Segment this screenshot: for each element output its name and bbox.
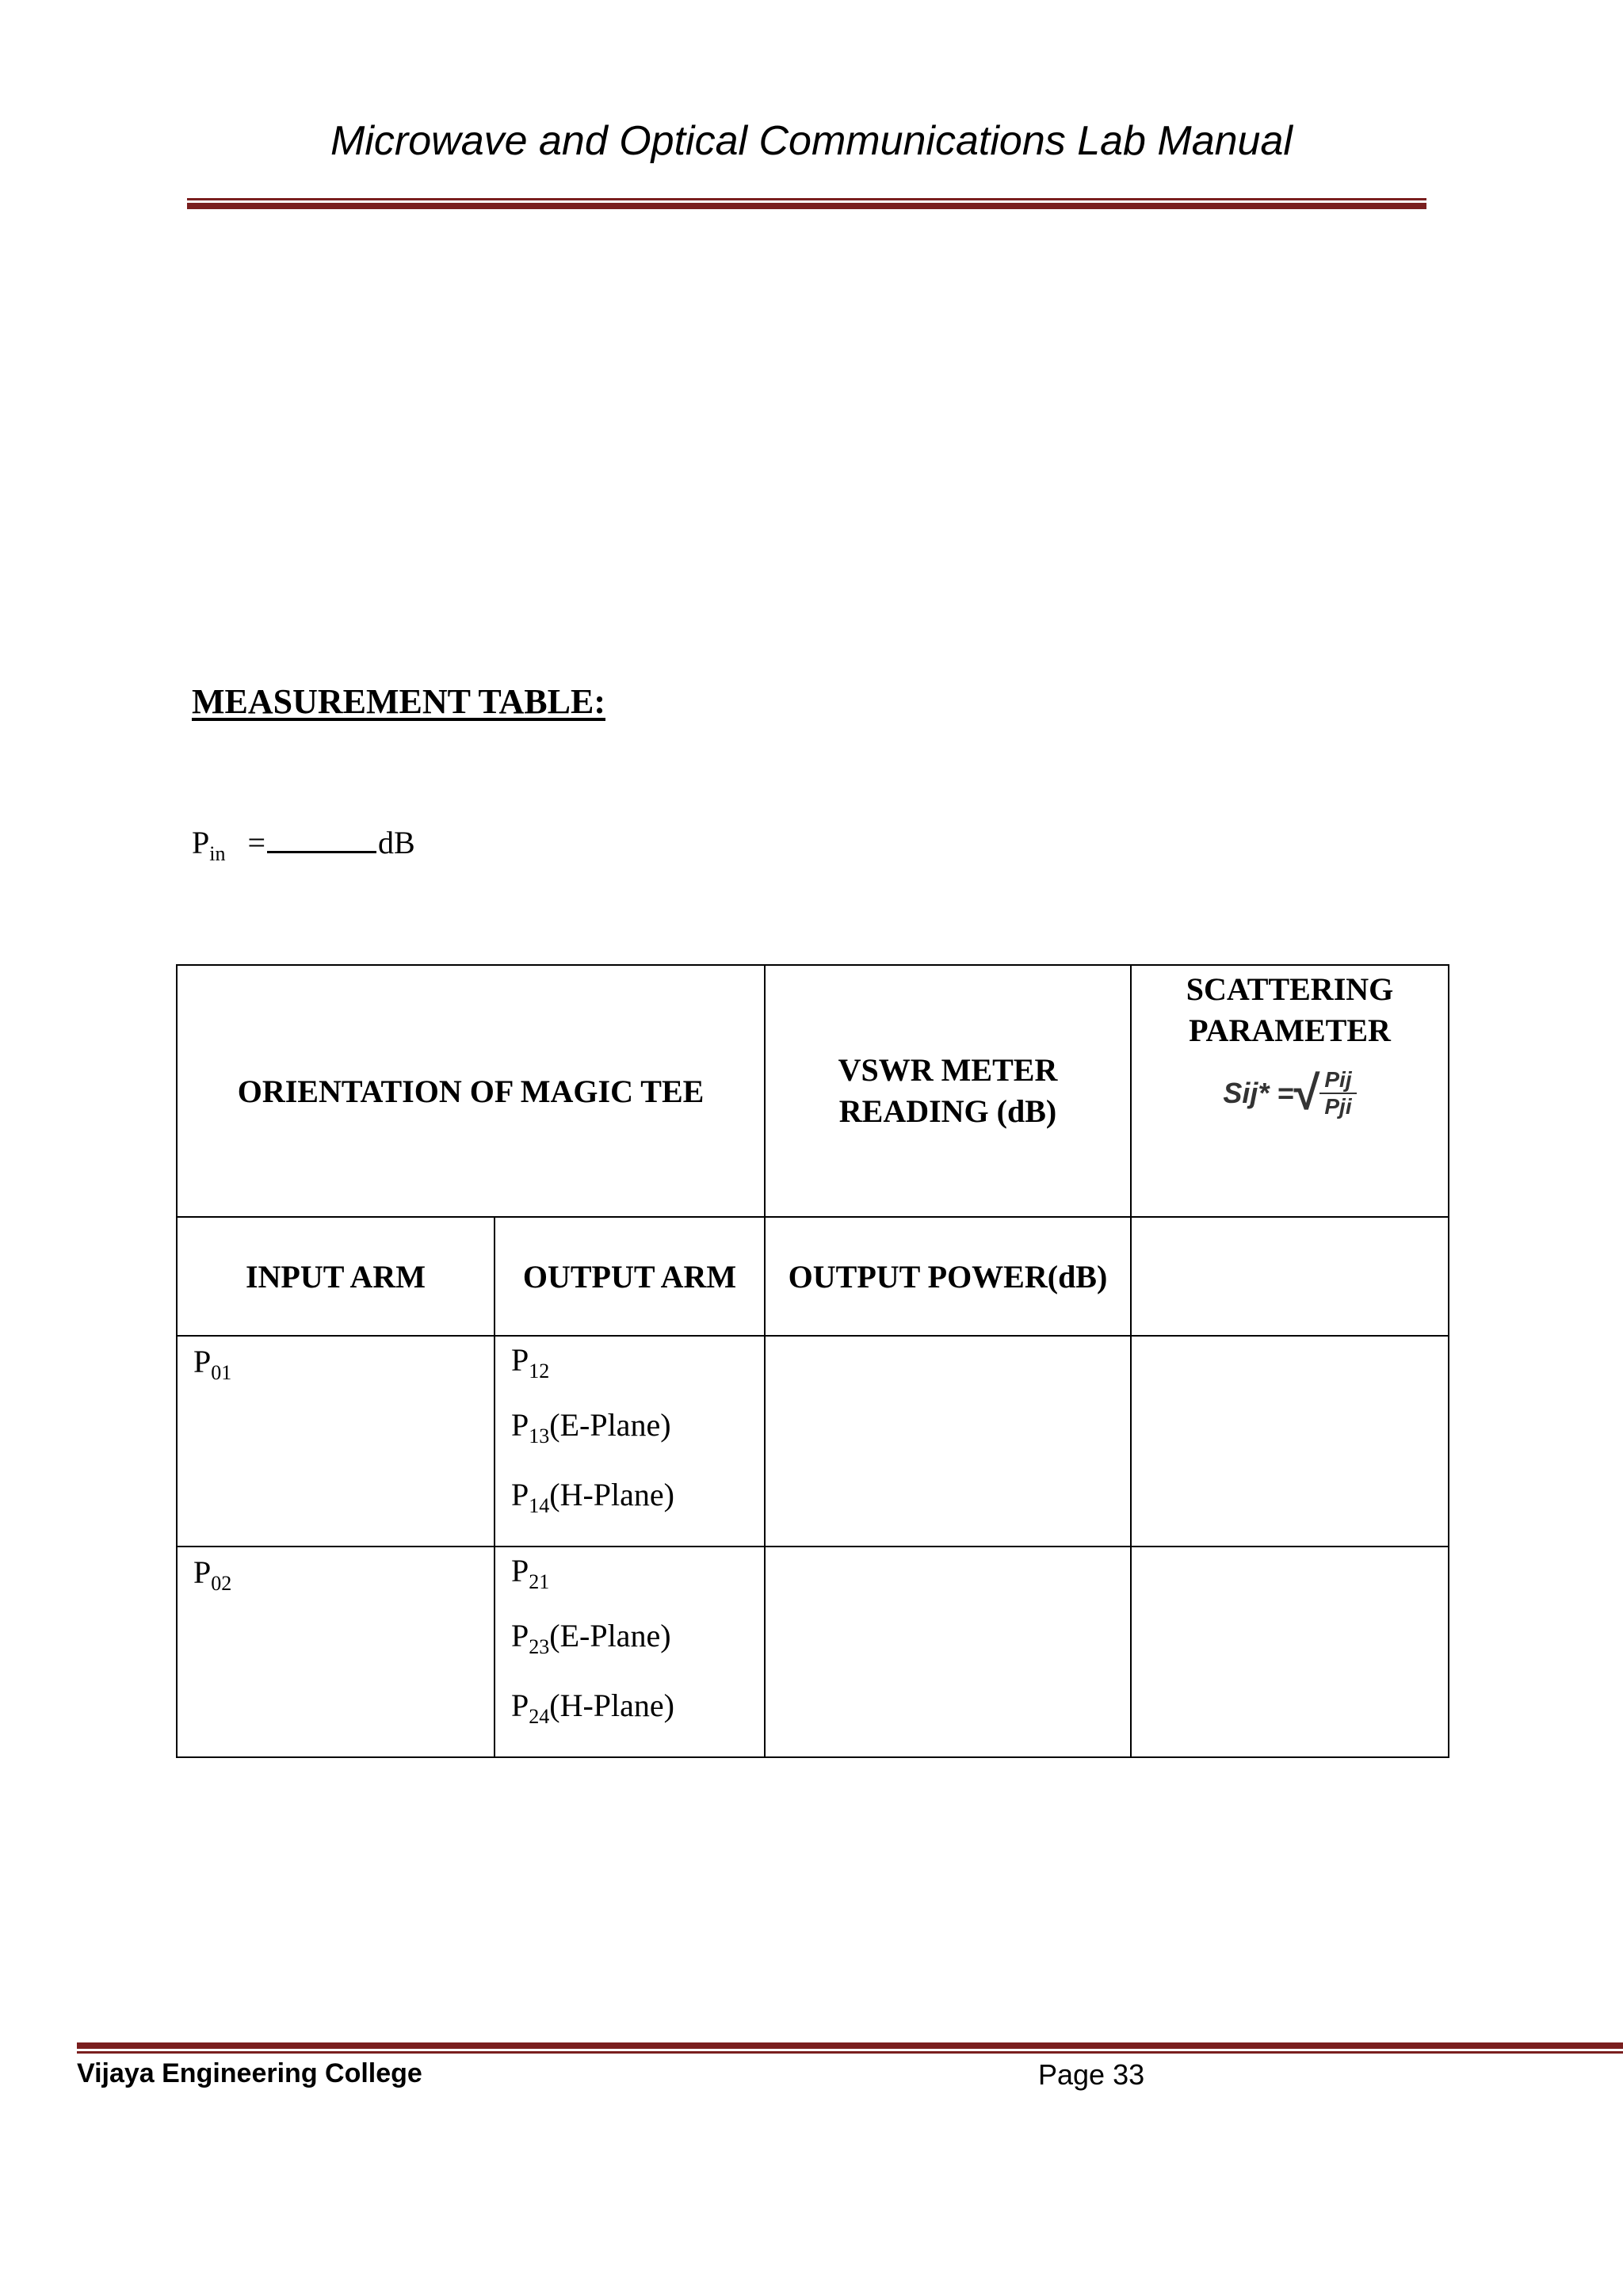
table-header-row: [177, 965, 1449, 1217]
output-power-cell: [765, 1336, 1131, 1547]
scattering-label: SCATTERING PARAMETER: [1186, 971, 1394, 1048]
output-arm-cell: $P_{21}$ $P_{23}(E-Plane)$ $P_{24}(H-Plane)$: [495, 1547, 765, 1757]
col-output-arm: OUTPUT ARM: [495, 1217, 765, 1336]
header-title: Microwave and Optical Communications Lab Manual: [330, 118, 1293, 164]
formula-numerator: Pij: [1319, 1067, 1356, 1094]
input-arm-cell: $P_{02}$: [177, 1547, 495, 1757]
footer-page-number: Page 33: [1038, 2058, 1145, 2091]
output-arm-cell: $P_{12}$ $P_{13}(E-Plane)$ $P_{14}(H-Plane)$: [495, 1336, 765, 1547]
scattering-cell: [1131, 1336, 1449, 1547]
col-orientation: ORIENTATION OF MAGIC TEE: [177, 965, 765, 1217]
col-scattering: [1131, 965, 1449, 1217]
sqrt-icon: √: [1293, 1066, 1320, 1119]
scattering-formula: [1132, 1066, 1448, 1120]
empty-cell: [1131, 1217, 1449, 1336]
col-input-arm: INPUT ARM: [177, 1217, 495, 1336]
table-row: [177, 1336, 1449, 1547]
table-row: [177, 1547, 1449, 1757]
formula-lhs: Sij* =: [1223, 1076, 1294, 1109]
input-arm-cell: $P_{01}$: [177, 1336, 495, 1547]
col-vswr: VSWR METER READING (dB): [765, 965, 1131, 1217]
pin-blank: [267, 827, 376, 853]
section-heading: MEASUREMENT TABLE:: [192, 682, 605, 721]
pin-line: [192, 824, 415, 866]
col-output-power: OUTPUT POWER(dB): [765, 1217, 1131, 1336]
scattering-cell: [1131, 1547, 1449, 1757]
formula-fraction: [1319, 1067, 1356, 1119]
pin-unit: dB: [378, 825, 415, 860]
header-rule: [187, 198, 1426, 209]
pin-symbol: P: [192, 825, 210, 860]
footer-college: Vijaya Engineering College: [77, 2058, 422, 2088]
pin-subscript: in: [209, 842, 226, 865]
table-subheader-row: [177, 1217, 1449, 1336]
output-power-cell: [765, 1547, 1131, 1757]
formula-denominator: Pji: [1324, 1093, 1352, 1119]
footer-rule: [77, 2042, 1623, 2054]
pin-equals: =: [247, 825, 266, 860]
measurement-table: [176, 964, 1449, 1758]
